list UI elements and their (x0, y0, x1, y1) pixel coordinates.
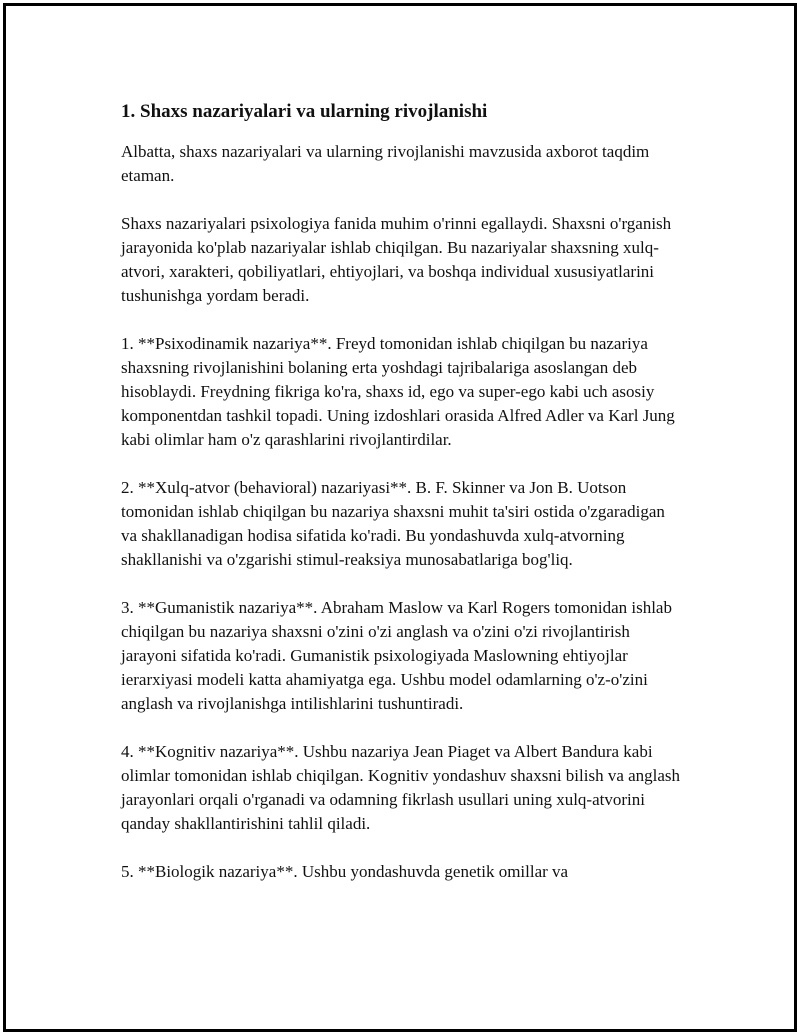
psychodynamic-theory-paragraph: 1. **Psixodinamik nazariya**. Freyd tomonidan ishlab chiqilgan bu nazariya shaxsning rivojlanishini bolaning erta yoshdagi tajribalariga asoslangan deb hisoblaydi. Freydning fikriga ko'ra, shaxs id, ego va super-ego kabi uch asosiy komponentdan tashkil topadi. Uning izdoshlari orasida Alfred Adler va Karl Jung kabi olimlar ham o'z qarashlarini rivojlantirdilar. (121, 334, 675, 449)
overview-paragraph: Shaxs nazariyalari psixologiya fanida muhim o'rinni egallaydi. Shaxsni o'rganish jarayonida ko'plab nazariyalar ishlab chiqilgan. Bu nazariyalar shaxsning xulq-atvori, xarakteri, qobiliyatlari, ehtiyojlari, va boshqa individual xususiyatlarini tushunishga yordam beradi. (121, 214, 672, 305)
cognitive-theory-paragraph: 4. **Kognitiv nazariya**. Ushbu nazariya Jean Piaget va Albert Bandura kabi olimlar tomonidan ishlab chiqilgan. Kognitiv yondashuv shaxsni bilish va anglash jarayonlari orqali o'rganadi va odamning fikrlash usullari uning xulq-atvorini qanday shakllantirishini tahlil qiladi. (121, 742, 681, 833)
biological-theory-paragraph: 5. **Biologik nazariya**. Ushbu yondashuvda genetik omillar va (121, 862, 569, 881)
humanistic-theory-paragraph: 3. **Gumanistik nazariya**. Abraham Maslow va Karl Rogers tomonidan ishlab chiqilgan bu nazariya shaxsni o'zini o'zi anglash va o'zini o'zi rivojlantirish jarayoni sifatida ko'radi. Gumanistik psixologiyada Maslowning ehtiyojlar ierarxiyasi modeli katta ahamiyatga ega. Ushbu model odamlarning o'z-o'zini anglash va rivojlanishga intilishlarini tushuntiradi. (121, 598, 672, 713)
page-frame (3, 3, 797, 1032)
behavioral-theory-paragraph: 2. **Xulq-atvor (behavioral) nazariyasi**. B. F. Skinner va Jon B. Uotson tomonidan ishlab chiqilgan bu nazariya shaxsni muhit ta'siri ostida o'zgaradigan va shakllanadigan hodisa sifatida ko'radi. Bu yondashuvda xulq-atvorning shakllanishi va o'zgarishi stimul-reaksiya munosabatlariga bog'liq. (121, 478, 665, 569)
intro-paragraph: Albatta, shaxs nazariyalari va ularning rivojlanishi mavzusida axborot taqdim etaman. (121, 142, 650, 185)
document-body (121, 100, 681, 908)
document-title: 1. Shaxs nazariyalari va ularning rivojlanishi (121, 101, 488, 122)
